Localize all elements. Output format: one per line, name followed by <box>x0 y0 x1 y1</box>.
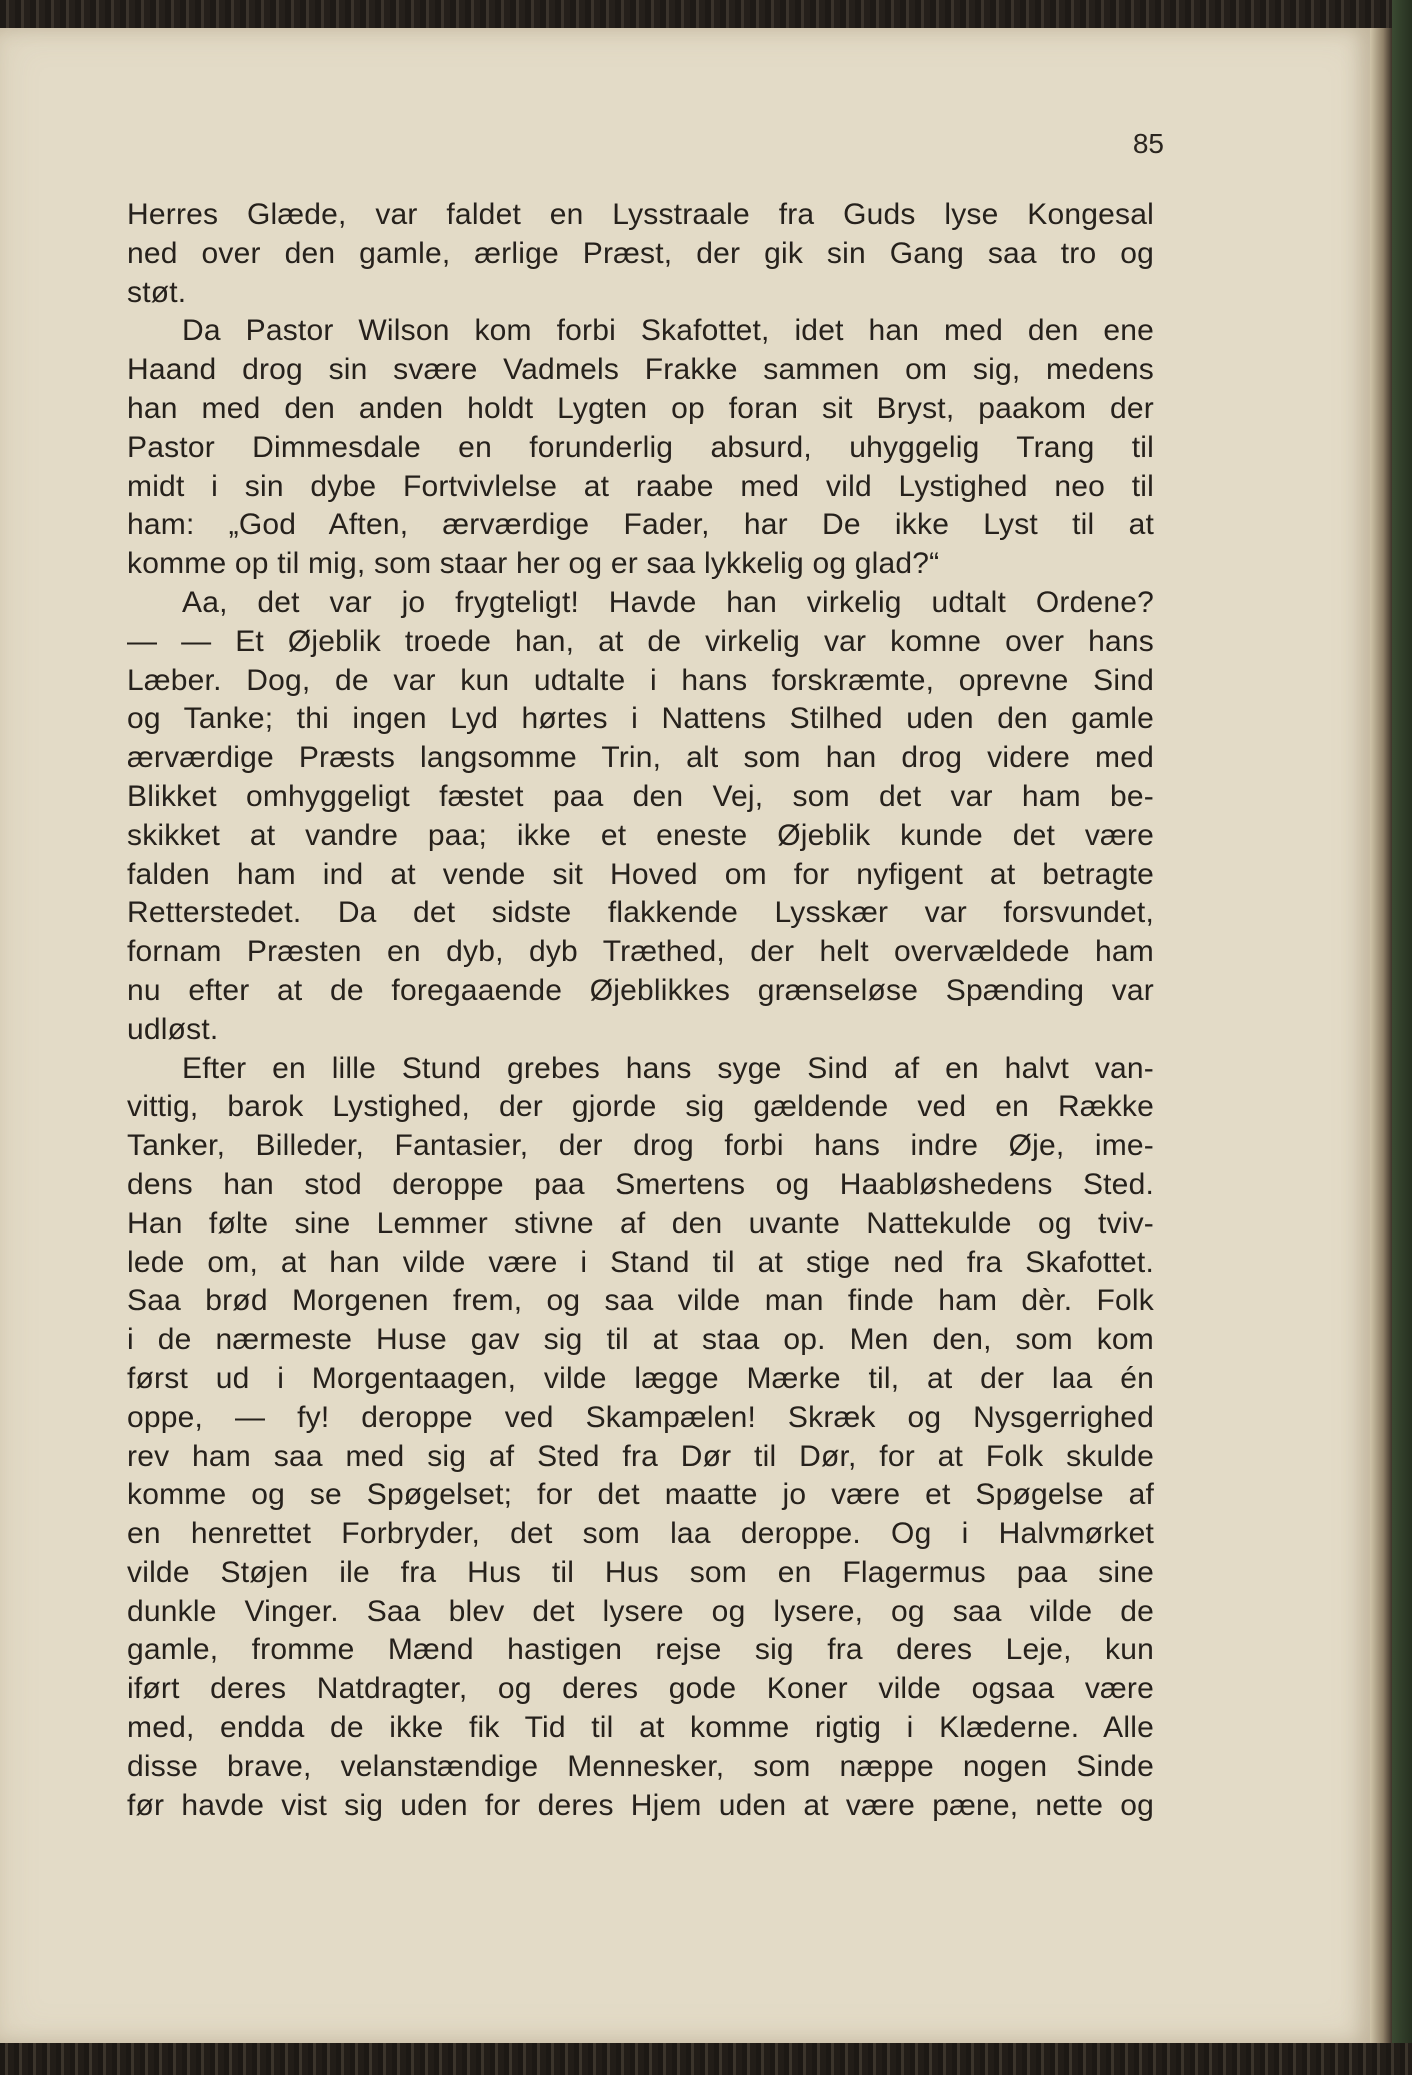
text-line: Da Pastor Wilson kom forbi Skafottet, idet han med den ene <box>182 314 1154 348</box>
text-line: skikket at vandre paa; ikke et eneste Øjeblik kunde det være <box>127 818 1154 852</box>
text-line: og Tanke; thi ingen Lyd hørtes i Nattens Stilhed uden den gamle <box>127 702 1154 736</box>
text-line: udløst. <box>127 1012 219 1046</box>
text-line: støt. <box>127 275 187 309</box>
text-line: ærværdige Præsts langsomme Trin, alt som han drog videre med <box>127 741 1154 775</box>
text-line: falden ham ind at vende sit Hoved om for nyfigent at betragte <box>127 857 1154 891</box>
text-line: først ud i Morgentaagen, vilde lægge Mærke til, at der laa én <box>127 1361 1154 1395</box>
text-line: komme og se Spøgelset; for det maatte jo være et Spøgelse af <box>127 1478 1154 1512</box>
text-line: midt i sin dybe Fortvivlelse at raabe med vild Lystighed neo til <box>127 469 1154 503</box>
text-line: i de nærmeste Huse gav sig til at staa op. Men den, som kom <box>127 1323 1154 1357</box>
text-line: Tanker, Billeder, Fantasier, der drog forbi hans indre Øje, ime- <box>127 1129 1154 1163</box>
top-binding-edge <box>0 0 1412 28</box>
text-line: Aa, det var jo frygteligt! Havde han virkelig udtalt Ordene? <box>182 585 1154 619</box>
text-line: ham: „God Aften, ærværdige Fader, har De ikke Lyst til at <box>127 508 1154 542</box>
text-line: Haand drog sin svære Vadmels Frakke sammen om sig, medens <box>127 353 1154 387</box>
text-line: han med den anden holdt Lygten op foran sit Bryst, paakom der <box>127 391 1154 425</box>
text-line: disse brave, velanstændige Mennesker, som næppe nogen Sinde <box>127 1749 1154 1783</box>
text-line: Han følte sine Lemmer stivne af den uvante Nattekulde og tviv- <box>127 1206 1154 1240</box>
text-line: nu efter at de foregaaende Øjeblikkes grænseløse Spænding var <box>127 973 1154 1007</box>
body-text <box>127 196 1154 1825</box>
text-line: oppe, — fy! deroppe ved Skampælen! Skræk og Nysgerrighed <box>127 1400 1154 1434</box>
text-line: dunkle Vinger. Saa blev det lysere og lysere, og saa vilde de <box>127 1594 1154 1628</box>
text-line: gamle, fromme Mænd hastigen rejse sig fra deres Leje, kun <box>127 1633 1154 1667</box>
page-gutter-edge <box>1370 28 1392 2043</box>
text-line: fornam Præsten en dyb, dyb Træthed, der helt overvældede ham <box>127 935 1154 969</box>
text-line: Retterstedet. Da det sidste flakkende Lysskær var forsvundet, <box>127 896 1154 930</box>
text-line: lede om, at han vilde være i Stand til at stige ned fra Skafottet. <box>127 1245 1154 1279</box>
text-line: iført deres Natdragter, og deres gode Koner vilde ogsaa være <box>127 1672 1154 1706</box>
bottom-binding-edge <box>0 2043 1412 2075</box>
text-line: Læber. Dog, de var kun udtalte i hans forskræmte, oprevne Sind <box>127 663 1154 697</box>
text-line: Blikket omhyggeligt fæstet paa den Vej, som det var ham be- <box>127 779 1154 813</box>
text-line: — — Et Øjeblik troede han, at de virkelig var komne over hans <box>127 624 1154 658</box>
text-line: vilde Støjen ile fra Hus til Hus som en Flagermus paa sine <box>127 1555 1154 1589</box>
text-line: rev ham saa med sig af Sted fra Dør til Dør, for at Folk skulde <box>127 1439 1154 1473</box>
text-line: en henrettet Forbryder, det som laa deroppe. Og i Halvmørket <box>127 1517 1154 1551</box>
text-line: Pastor Dimmesdale en forunderlig absurd, uhyggelig Trang til <box>127 430 1154 464</box>
page-number: 85 <box>1132 128 1164 159</box>
text-line: Saa brød Morgenen frem, og saa vilde man finde ham dèr. Folk <box>127 1284 1154 1318</box>
text-line: Herres Glæde, var faldet en Lysstraale fra Guds lyse Kongesal <box>127 198 1154 231</box>
text-line: dens han stod deroppe paa Smertens og Haabløshedens Sted. <box>127 1167 1154 1201</box>
text-line: komme op til mig, som staar her og er saa lykkelig og glad?“ <box>127 547 940 581</box>
text-line: før havde vist sig uden for deres Hjem uden at være pæne, nette og <box>127 1788 1154 1822</box>
text-line: med, endda de ikke fik Tid til at komme rigtig i Klæderne. Alle <box>127 1711 1154 1745</box>
text-line: vittig, barok Lystighed, der gjorde sig gældende ved en Række <box>127 1090 1154 1124</box>
text-line: Efter en lille Stund grebes hans syge Sind af en halvt van- <box>182 1051 1154 1085</box>
book-cover-edge <box>1392 0 1412 2075</box>
text-line: ned over den gamle, ærlige Præst, der gik sin Gang saa tro og <box>127 236 1154 270</box>
